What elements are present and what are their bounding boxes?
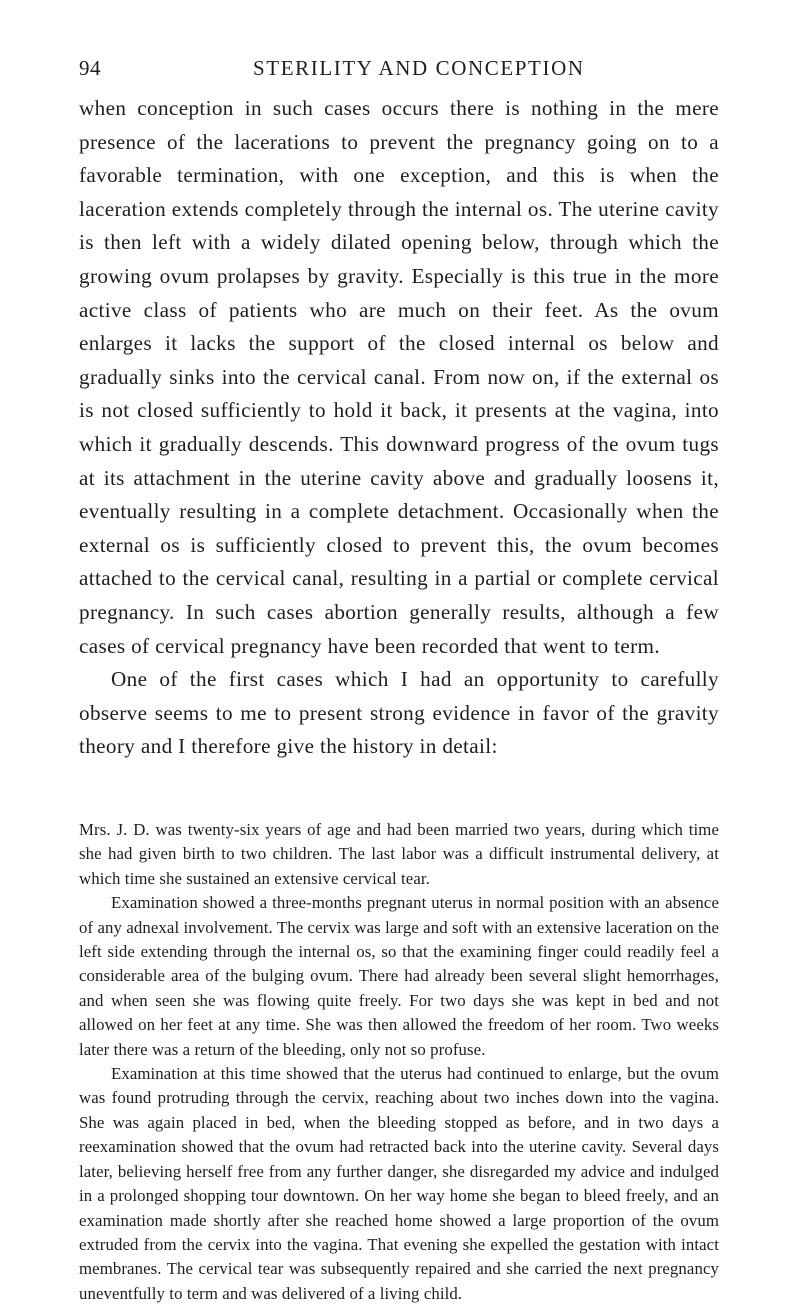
running-head: STERILITY AND CONCEPTION [253,56,585,80]
body-paragraph: when conception in such cases occurs there is nothing in the mere presence of the lacerations to prevent the pregnancy going on to a favorable termination, with one exception, and this is when the laceration extends completely through the internal os. The uterine cavity is then left with a widely dilated opening below, through which the growing ovum prolapses by gravity. Especially is this true in the more active class of patients who are much on their feet. As the ovum enlarges it lacks the support of the closed internal os below and gradually sinks into the cervical canal. From now on, if the external os is not closed sufficiently to hold it back, it presents at the vagina, into which it gradually descends. This downward progress of the ovum tugs at its attachment in the uterine cavity above and gradually loosens it, eventually resulting in a complete detachment. Occasionally when the external os is sufficiently closed to prevent this, the ovum becomes attached to the cervical canal, resulting in a partial or complete cervical pregnancy. In such cases abortion generally results, although a few cases of cervical pregnancy have been recorded that went to term. [79,96,719,658]
main-text [79,92,719,764]
body-paragraph: One of the first cases which I had an opportunity to carefully observe seems to me to present strong evidence in favor of the gravity theory and I therefore give the history in detail: [79,667,719,759]
case-paragraph: Examination showed a three-months pregnant uterus in normal position with an absence of any adnexal involvement. The cervix was large and soft with an extensive laceration on the left side extending through the internal os, so that the examining finger could readily feel a considerable area of the bulging ovum. There had already been several slight hemorrhages, and when seen she was flowing quite freely. For two days she was kept in bed and not allowed on her feet at any time. She was then allowed the freedom of her room. Two weeks later there was a return of the bleeding, only not so profuse. [79,893,719,1059]
page-number: 94 [79,56,101,80]
case-paragraph: Mrs. J. D. was twenty-six years of age and had been married two years, during which time she had given birth to two children. The last labor was a difficult instrumental delivery, at which time she sustained an extensive cervical tear. [79,820,719,888]
page-header [79,56,719,86]
case-paragraph: Examination at this time showed that the uterus had continued to enlarge, but the ovum was found protruding through the cervix, reaching about two inches down into the vagina. She was again placed in bed, when the bleeding stopped as before, and in two days a reexamination showed that the ovum had retracted back into the uterine cavity. Several days later, believing herself free from any further danger, she disregarded my advice and indulged in a prolonged shopping tour downtown. On her way home she began to bleed freely, and an examination made shortly after she reached home showed a large proportion of the ovum extruded from the cervix into the vagina. That evening she expelled the gestation with intact membranes. The cervical tear was subsequently repaired and she carried the next pregnancy uneventfully to term and was delivered of a living child. [79,1064,719,1303]
case-history [79,818,719,1306]
